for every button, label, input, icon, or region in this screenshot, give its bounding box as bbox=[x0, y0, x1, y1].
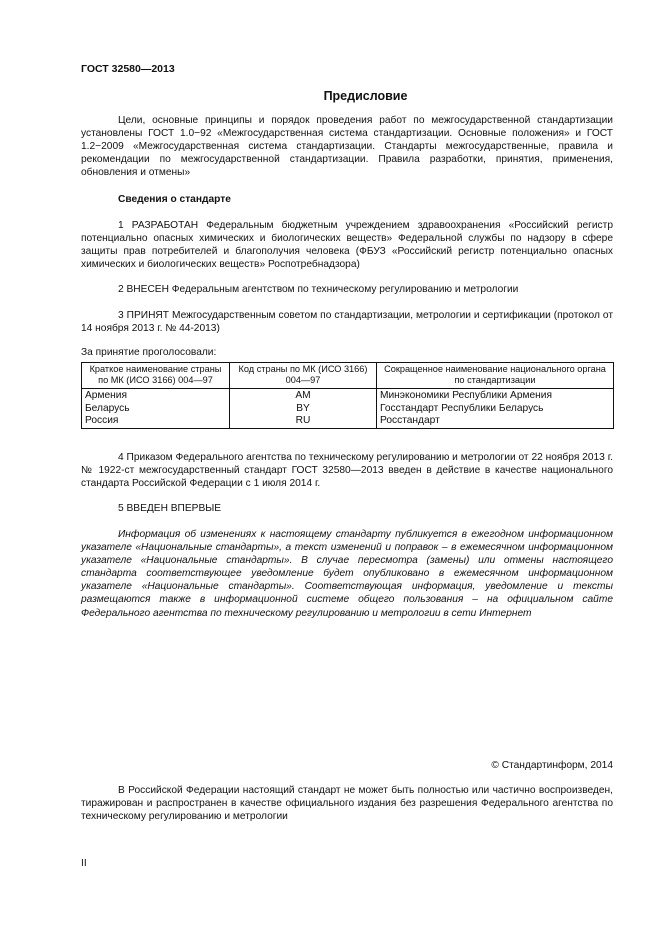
table-row bbox=[82, 415, 614, 428]
changes-info-notice: Информация об изменениях к настоящему стандарту публикуется в ежегодном информационном указателе «Национальные стандарты», а текст изменений и поправок – в ежемесячном информационном указателе «Национальные стандарты». В случае пересмотра (замены) или отмены настоящего стандарта соответствующее уведомление будет опубликовано в ежемесячном информационном указателе «Национальные стандарты». Соответствующая информация, уведомление и тексты размещаются также в информационной системе общего пользования – на официальном сайте Федерального агентства по техническому регулированию и метрологии в сети Интернет bbox=[81, 529, 613, 619]
body-cell: Росстандарт bbox=[377, 415, 614, 428]
table-row bbox=[82, 389, 614, 403]
column-header-code: Код страны по МК (ИСО 3166) 004—97 bbox=[230, 363, 377, 389]
item-enacted: 4 Приказом Федерального агентства по техническому регулированию и метрологии от 22 ноября 2013 г. № 1922-ст межгосударственный стандарт ГОСТ 32580—2013 введен в действие в качестве национального стандарта Российской Федерации с 1 июля 2014 г. bbox=[81, 452, 613, 490]
voting-label: За принятие проголосовали: bbox=[81, 347, 217, 358]
country-cell: Армения bbox=[82, 389, 230, 403]
column-header-body: Сокращенное наименование национального органа по стандартизации bbox=[377, 363, 614, 389]
intro-paragraph: Цели, основные принципы и порядок проведения работ по межгосударственной стандартизации установлены ГОСТ 1.0−92 «Межгосударственная система стандартизации. Основные положения» и ГОСТ 1.2−2009 «Межгосударственная система стандартизации. Стандарты межгосударственные, правила и рекомендации по межгосударственной стандартизации. Правила разработки, принятия, применения, обновления и отмены» bbox=[81, 115, 613, 179]
item-developed: 1 РАЗРАБОТАН Федеральным бюджетным учреждением здравоохранения «Российский регистр потенциально опасных химических и биологических веществ» Федеральной службы по надзору в сфере защиты прав потребителей и благополучия человека (ФБУЗ «Российский регистр потенциально опасных химических и биологических веществ» Роспотребнадзора) bbox=[81, 220, 613, 271]
item-adopted: 3 ПРИНЯТ Межгосударственным советом по стандартизации, метрологии и сертификации (протокол от 14 ноября 2013 г. № 44-2013) bbox=[81, 310, 613, 335]
page-title: Предисловие bbox=[323, 89, 408, 103]
code-cell: AM bbox=[230, 389, 377, 403]
page-number: II bbox=[81, 858, 87, 869]
body-cell: Госстандарт Республики Беларусь bbox=[377, 403, 614, 416]
code-cell: RU bbox=[230, 415, 377, 428]
section-heading: Сведения о стандарте bbox=[118, 194, 231, 205]
voting-table bbox=[81, 362, 614, 429]
item-submitted: 2 ВНЕСЕН Федеральным агентством по техническому регулированию и метрологии bbox=[118, 284, 519, 295]
copyright-notice: © Стандартинформ, 2014 bbox=[491, 760, 613, 771]
standard-code-header: ГОСТ 32580—2013 bbox=[81, 63, 175, 75]
code-cell: BY bbox=[230, 403, 377, 416]
country-cell: Беларусь bbox=[82, 403, 230, 416]
reproduction-notice: В Российской Федерации настоящий стандарт не может быть полностью или частично воспроизведен, тиражирован и распространен в качестве официального издания без разрешения Федерального агентства по техническому регулированию и метрологии bbox=[81, 785, 613, 823]
table-header-row bbox=[82, 363, 614, 389]
column-header-country: Краткое наименование страны по МК (ИСО 3166) 004—97 bbox=[82, 363, 230, 389]
item-first-time: 5 ВВЕДЕН ВПЕРВЫЕ bbox=[118, 503, 222, 514]
body-cell: Минэкономики Республики Армения bbox=[377, 389, 614, 403]
table-row bbox=[82, 403, 614, 416]
country-cell: Россия bbox=[82, 415, 230, 428]
